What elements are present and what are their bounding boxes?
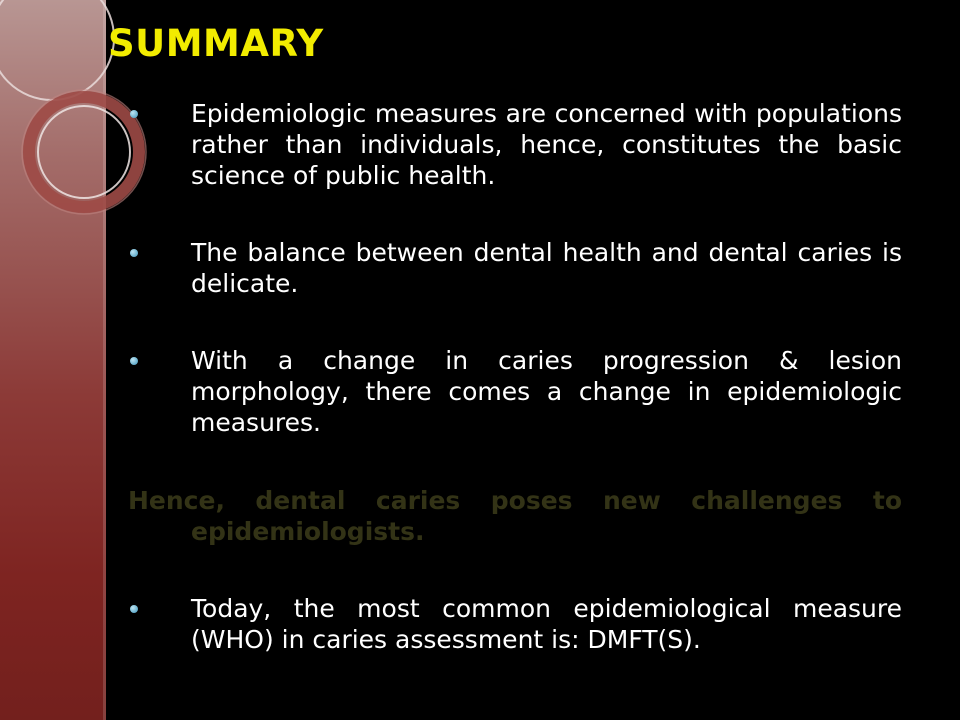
bullet-text: The balance between dental health and dental caries is delicate. <box>191 238 902 298</box>
slide-title: SUMMARY <box>108 22 324 65</box>
bullet-text: Today, the most common epidemiological measure (WHO) in caries assessment is: DMFT(S). <box>191 594 902 654</box>
bullet-item <box>128 345 902 438</box>
bullet-item <box>128 237 902 299</box>
round-bullet-icon <box>130 249 138 257</box>
round-bullet-icon <box>130 605 138 613</box>
round-bullet-icon <box>130 110 138 118</box>
slide-content <box>128 98 902 655</box>
bullet-text: Epidemiologic measures are concerned with populations rather than individuals, hence, constitutes the basic science of public health. <box>191 99 902 190</box>
bullet-item <box>128 593 902 655</box>
bullet-item <box>128 98 902 191</box>
conclusion-text: Hence, dental caries poses new challenges to epidemiologists. <box>128 486 902 546</box>
bullet-text: With a change in caries progression & lesion morphology, there comes a change in epidemiologic measures. <box>191 346 902 437</box>
round-bullet-icon <box>130 357 138 365</box>
